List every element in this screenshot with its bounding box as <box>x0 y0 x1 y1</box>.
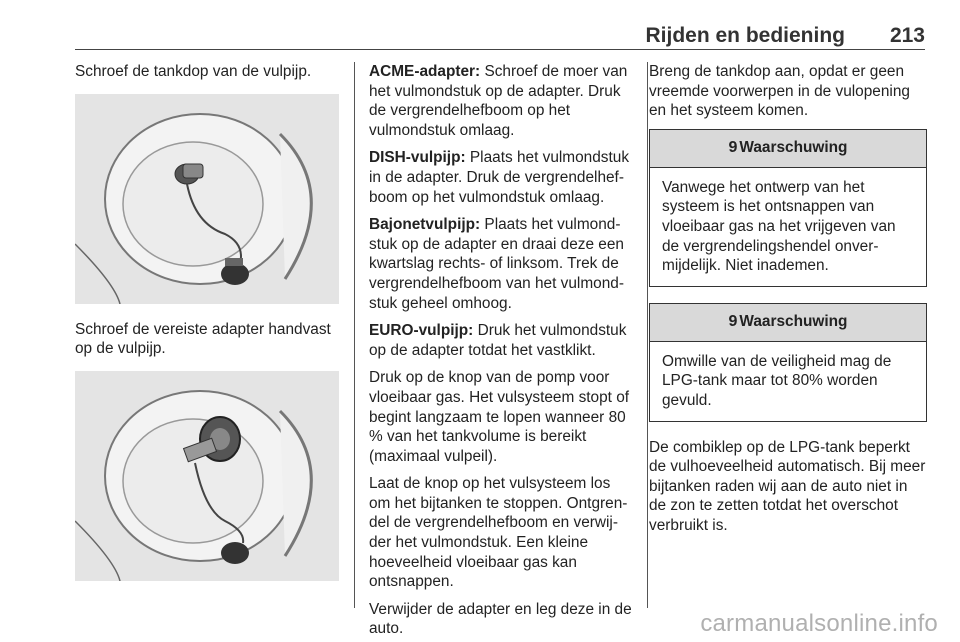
paragraph-remove-cap: Schroef de tankdop van de vulpijp. <box>75 63 312 80</box>
dish-label: DISH-vulpijp: <box>369 149 466 167</box>
figure-fuel-inlet-cap-removed <box>75 94 339 304</box>
dish-text: Plaats het vulmondstuk in de adapter. Druk de vergrendelhefboom op het vulmondstuk omlaag. <box>369 149 630 206</box>
warning-header-1 <box>650 130 926 168</box>
fuel-inlet-illustration-2 <box>75 371 339 581</box>
acme-label: ACME-adapter: <box>369 63 481 80</box>
paragraph-bajonet <box>369 215 634 313</box>
paragraph-release-button: Laat de knop op het vulsysteem los om het bijtanken te stoppen. Ontgrendel de vergrendelhefboom en verwijder het vulmondstuk. Een kleine hoeveelheid vloeibaar gas kan ontsnappen. <box>369 475 628 591</box>
bajonet-label: Bajonetvulpijp: <box>369 216 481 234</box>
paragraph-screw-adapter: Schroef de vereiste adapter handvast op de vulpijp. <box>75 320 331 358</box>
column-divider-1 <box>354 62 355 608</box>
figure-adapter-mounted <box>75 371 339 581</box>
fuel-inlet-illustration-1 <box>75 94 339 304</box>
warning-header-2 <box>650 304 926 342</box>
section-title: Rijden en bediening <box>645 24 845 47</box>
warning-title-2: Waarschuwing <box>739 313 848 331</box>
paragraph-acme <box>369 62 634 140</box>
bajonet-text: Plaats het vulmondstuk op de adapter en draai deze een kwartslag rechts- of linksom. Trek de vergrendelhefboom van het vulmondstuk geheel omhoog. <box>369 216 624 312</box>
euro-text: Druk het vulmondstuk op de adapter totdat het vastklikt. <box>369 322 627 359</box>
warning-text-2: Omwille van de veiligheid mag de LPG-tank maar tot 80% worden gevuld. <box>662 352 892 409</box>
page-header <box>75 22 925 50</box>
paragraph-attach-cap: Breng de tankdop aan, opdat er geen vreemde voorwerpen in de vulopening en het systeem komen. <box>649 63 910 120</box>
watermark: carmanualsonline.info <box>700 610 938 637</box>
warning-triangle-icon: 9 <box>728 139 738 157</box>
warning-box-1 <box>649 129 927 287</box>
paragraph-combi-valve: De combiklep op de LPG-tank beperkt de vulhoeveelheid automatisch. Bij meer bijtanken raden wij aan de auto niet in de zon te zetten totdat het overschot verbruikt is. <box>649 438 926 534</box>
warning-triangle-icon: 9 <box>728 313 738 331</box>
warning-title-1: Waarschuwing <box>739 139 848 157</box>
column-divider-2 <box>647 62 648 608</box>
euro-label: EURO-vulpijp: <box>369 322 474 340</box>
acme-text: Schroef de moer van het vulmondstuk op de adapter. Druk de vergrendelhefboom op het vulmondstuk omlaag. <box>369 63 628 139</box>
warning-box-2 <box>649 303 927 422</box>
paragraph-pump-button: Druk op de knop van de pomp voor vloeibaar gas. Het vulsysteem stopt of begint langzaam te lopen wanneer 80 % van het tankvolume is bereikt (maximaal vulpeil). <box>369 369 630 465</box>
warning-text-1: Vanwege het ontwerp van het systeem is het ontsnappen van vloeibaar gas na het vrijgeven van de vergrendelingshendel onvermijdelijk. Niet inademen. <box>662 178 896 275</box>
paragraph-dish <box>369 148 634 207</box>
paragraph-euro <box>369 321 634 360</box>
paragraph-remove-adapter: Verwijder de adapter en leg deze in de auto. <box>369 600 632 638</box>
column-1 <box>75 62 343 581</box>
column-2 <box>369 62 634 642</box>
page-number: 213 <box>889 24 925 47</box>
column-3 <box>649 62 927 544</box>
